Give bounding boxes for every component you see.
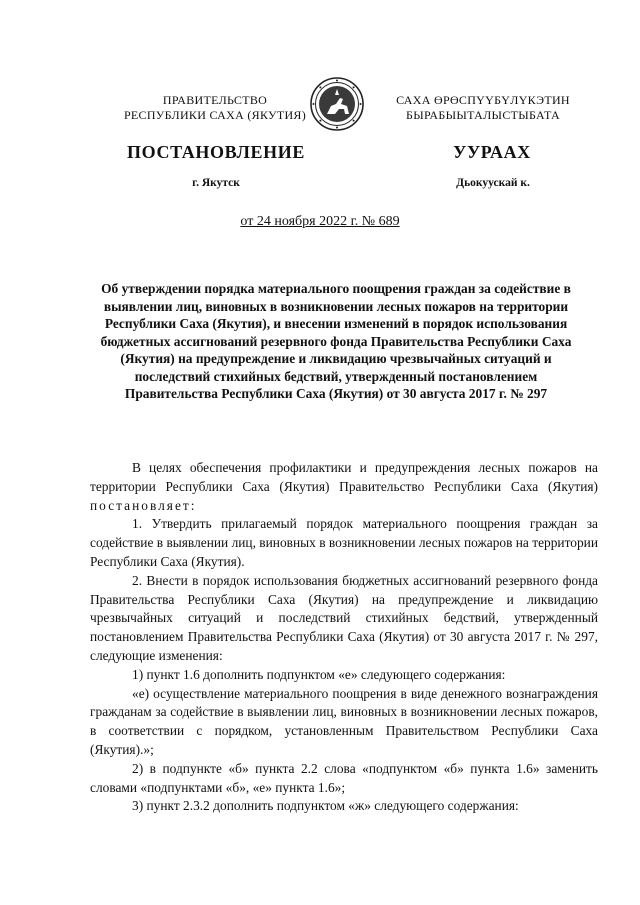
intro-text: В целях обеспечения профилактики и предупреждения лесных пожаров на территории Республики Саха (Якутия) Правительство Республики Саха (Якутия) — [90, 460, 598, 494]
header-right — [373, 93, 593, 123]
header-right-line2: БЫРАБЫЫТАЛЫСТЫБАТА — [406, 108, 560, 122]
header-left-line1: ПРАВИТЕЛЬСТВО — [162, 93, 268, 107]
paragraph-5: 2) в подпункте «б» пункта 2.2 слова «подпунктом «б» пункта 1.6» заменить словами «подпунктами «б», «е» пункта 1.6»; — [90, 760, 598, 795]
header-right-line1: САХА ӨРӨСПҮҮБҮЛҮКЭТИН — [396, 93, 570, 107]
paragraph-4: «е) осуществление материального поощрения в виде денежного вознаграждения гражданам за содействие в выявлении лиц, виновных в возникновении лесных пожаров, в соответствии с порядком, установленным Правительством Республики Саха (Якутия).»; — [90, 685, 598, 757]
intro-spaced-word: постановляет — [90, 497, 191, 513]
document-date-number — [0, 214, 640, 230]
city-left: г. Якутск — [192, 177, 240, 189]
document-body — [90, 459, 598, 816]
paragraph-2: 2. Внести в порядок использования бюджетных ассигнований резервного фонда Правительства Республики Саха (Якутия) на предупреждение и ликвидацию чрезвычайных ситуаций и последствий стихийных бедствий, утвержденный постановлением Правительства Республики Саха (Якутия) от 30 августа 2017 г. № 297, следующие изменения: — [90, 572, 598, 663]
header-left — [105, 93, 325, 123]
paragraph-1: 1. Утвердить прилагаемый порядок материального поощрения граждан за содействие в выявлении лиц, виновных в возникновении лесных пожаров на территории Республики Саха (Якутия). — [90, 516, 598, 569]
city-right: Дьокуускай к. — [456, 177, 530, 189]
document-title: Об утверждении порядка материального поощрения граждан за содействие в выявлении лиц, виновных в возникновении лесных пожаров на территории Республики Саха (Якутия), и внесении изменений в порядок использования бюджетных ассигнований резервного фонда Правительства Республики Саха (Якутия) на предупреждение и ликвидацию чрезвычайных ситуаций и последствий стихийных бедствий, утвержденный постановлением Правительства Республики Саха (Якутия) от 30 августа 2017 г. № 297 — [100, 281, 572, 401]
title-left: ПОСТАНОВЛЕНИЕ — [127, 142, 305, 162]
paragraph-3: 1) пункт 1.6 дополнить подпунктом «е» следующего содержания: — [132, 666, 506, 682]
title-right: УУРААХ — [453, 142, 531, 162]
date-line: от 24 ноября 2022 г. № 689 — [240, 214, 400, 229]
coat-of-arms-emblem-icon — [309, 76, 365, 132]
intro-paragraph — [90, 459, 598, 515]
paragraph-6: 3) пункт 2.3.2 дополнить подпунктом «ж» следующего содержания: — [132, 798, 519, 814]
header-left-line2: РЕСПУБЛИКИ САХА (ЯКУТИЯ) — [123, 108, 307, 122]
intro-colon: : — [190, 497, 195, 513]
